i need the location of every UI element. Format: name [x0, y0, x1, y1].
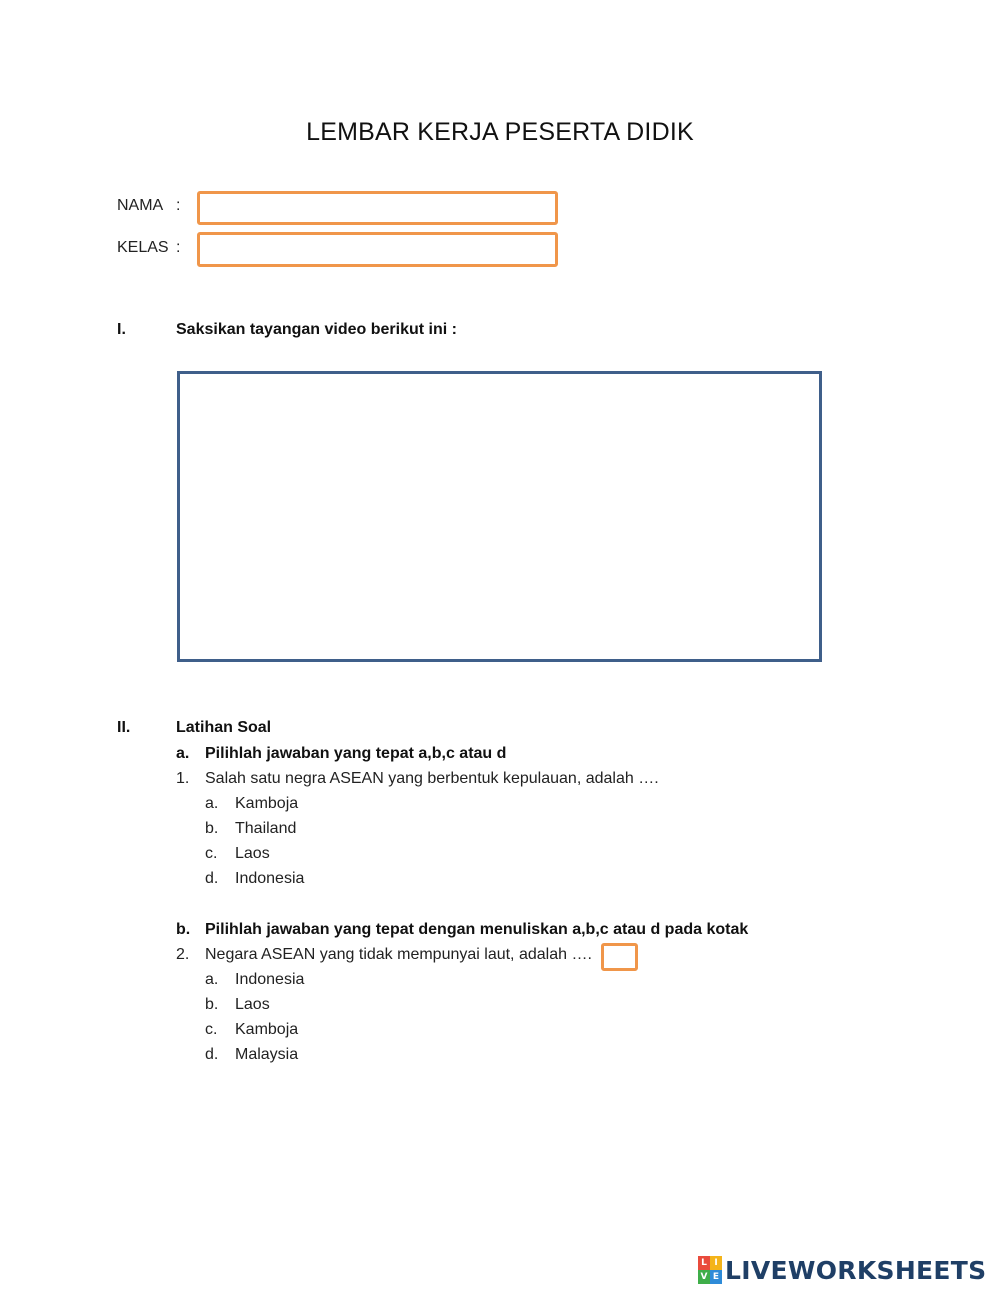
q1-option-letter: b. — [205, 820, 219, 837]
q2-option-letter: c. — [205, 1021, 218, 1038]
class-field[interactable] — [197, 232, 558, 267]
q1-option-letter: d. — [205, 870, 219, 887]
question-1-number: 1. — [176, 770, 190, 787]
question-2-number: 2. — [176, 946, 190, 963]
question-2-answer-box[interactable] — [601, 943, 638, 971]
section-2-heading: Latihan Soal — [176, 719, 272, 736]
video-player[interactable] — [177, 371, 822, 662]
name-label: NAMA — [117, 197, 164, 214]
question-2-answer-input[interactable] — [604, 946, 635, 968]
logo-letter-i: I — [710, 1256, 722, 1270]
q1-option-letter: a. — [205, 795, 219, 812]
q1-option-a[interactable]: Kamboja — [235, 795, 299, 812]
q1-option-c[interactable]: Laos — [235, 845, 270, 862]
q1-option-d[interactable]: Indonesia — [235, 870, 305, 887]
part-b-letter: b. — [176, 921, 191, 938]
class-colon: : — [176, 239, 181, 256]
q2-option-letter: a. — [205, 971, 219, 988]
q2-option-b: Laos — [235, 996, 270, 1013]
liveworksheets-logo-icon — [698, 1256, 722, 1284]
q2-option-letter: d. — [205, 1046, 219, 1063]
part-b-instruction: Pilihlah jawaban yang tepat dengan menuliskan a,b,c atau d pada kotak — [205, 921, 749, 938]
q1-option-letter: c. — [205, 845, 218, 862]
liveworksheets-logo[interactable] — [698, 1255, 986, 1285]
name-input[interactable] — [200, 194, 555, 222]
name-field[interactable] — [197, 191, 558, 225]
class-input[interactable] — [200, 235, 555, 264]
section-2-number: II. — [117, 719, 131, 736]
q2-option-c: Kamboja — [235, 1021, 299, 1038]
logo-letter-l: L — [698, 1256, 710, 1270]
question-1-text: Salah satu negra ASEAN yang berbentuk kepulauan, adalah …. — [205, 770, 659, 787]
section-1-heading: Saksikan tayangan video berikut ini : — [176, 321, 457, 338]
class-label: KELAS — [117, 239, 169, 256]
part-a-letter: a. — [176, 745, 190, 762]
section-1-number: I. — [117, 321, 126, 338]
logo-letter-e: E — [710, 1270, 722, 1284]
q2-option-a: Indonesia — [235, 971, 305, 988]
name-colon: : — [176, 197, 181, 214]
question-2-text: Negara ASEAN yang tidak mempunyai laut, adalah …. — [205, 946, 592, 963]
liveworksheets-logo-text: LIVEWORKSHEETS — [725, 1255, 987, 1285]
logo-letter-v: V — [698, 1270, 710, 1284]
q2-option-letter: b. — [205, 996, 219, 1013]
q1-option-b[interactable]: Thailand — [235, 820, 297, 837]
part-a-instruction: Pilihlah jawaban yang tepat a,b,c atau d — [205, 745, 507, 762]
q2-option-d: Malaysia — [235, 1046, 299, 1063]
worksheet-title: LEMBAR KERJA PESERTA DIDIK — [306, 118, 694, 146]
